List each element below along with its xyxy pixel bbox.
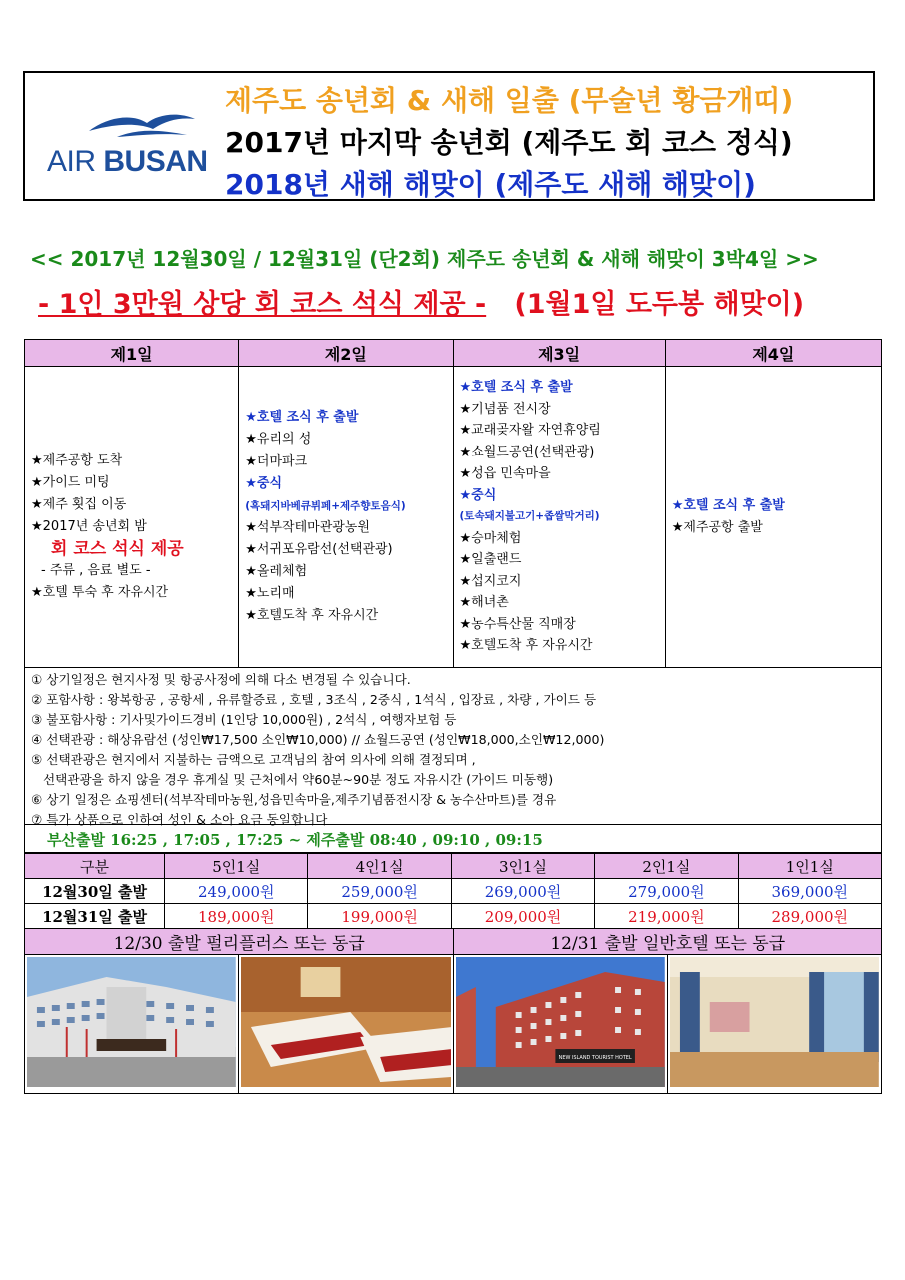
note-item: ④ 선택관광 : 해상유람선 (성인₩17,500 소인₩10,000) // 쇼월드공연 (성인₩18,000,소인₩12,000) [31,732,605,747]
logo-text: AIR BUSAN [47,145,208,178]
header-line-1: 제주도 송년회 & 새해 일출 (무술년 황금개띠) [225,84,794,117]
day3-item: ★해녀촌 [459,595,509,611]
price-cell: 369,000원 [738,879,881,904]
price-row-label: 12월31일 출발 [25,904,165,929]
price-cell: 199,000원 [308,904,451,929]
header-line-3: 2018년 새해 해맞이 (제주도 새해 해맞이) [225,168,756,201]
day2-item: ★호텔 조식 후 출발 [245,410,359,425]
note-item: ② 포함사항 : 왕복항공 , 공항세 , 유류할증료 , 호텔 , 3조식 , 2중식 , 1석식 , 입장료 , 차량 , 가이드 등 [31,692,597,707]
note-item: ③ 불포함사항 : 기사및가이드경비 (1인당 10,000원) , 2석식 , 여행자보험 등 [31,712,457,727]
price-cell: 269,000원 [451,879,594,904]
day1-note: - 주류 , 음료 별도 - [41,563,151,578]
price-header: 4인1실 [308,854,451,879]
day2-lunch-detail: (흑돼지바베큐뷔페+제주향토음식) [245,500,406,512]
day3-lunch-detail: (토속돼지불고기+좁쌀막거리) [459,510,600,523]
price-cell: 259,000원 [308,879,451,904]
day1-cell [25,367,239,668]
header-box [23,71,875,201]
air-busan-logo [47,109,207,179]
schedule-table [24,339,882,853]
dinner-offer: - 1인 3만원 상당 회 코스 석식 제공 - [38,289,487,320]
day2-item: ★올레체험 [245,564,308,579]
day1-item: ★가이드 미팅 [31,475,110,490]
price-cell: 219,000원 [595,904,738,929]
day2-item: ★호텔도착 후 자유시간 [245,608,379,623]
hotel-photo-exterior-1 [25,955,239,1094]
day-header-1: 제1일 [25,340,239,367]
price-header: 2인1실 [595,854,738,879]
tour-highlight [38,282,804,321]
day1-item: ★2017년 송년회 밤 [31,519,147,534]
day-header-4: 제4일 [665,340,881,367]
note-item: ⑦ 특가 상품으로 인하여 성인 & 소아 요금 동일합니다 [31,812,328,827]
day4-item: ★호텔 조식 후 출발 [671,498,785,513]
day1-item: ★제주공항 도착 [31,453,123,468]
price-cell: 249,000원 [165,879,308,904]
price-row-label: 12월30일 출발 [25,879,165,904]
price-header: 3인1실 [451,854,594,879]
day-header-2: 제2일 [239,340,453,367]
note-item: ⑥ 상기 일정은 쇼핑센터(석부작테마농원,성읍민속마을,제주기념품전시장 & 농수산마트)를 경유 [31,792,557,807]
day1-highlight: 회 코스 석식 제공 [51,539,184,559]
day2-item: ★노리매 [245,586,295,601]
price-table [24,824,882,929]
price-cell: 289,000원 [738,904,881,929]
bird-icon [87,109,197,143]
day2-item: ★서귀포유람선(선택관광) [245,542,393,557]
price-header: 구분 [25,854,165,879]
day4-cell [665,367,881,668]
hotel-photo-exterior-2 [454,955,668,1094]
hotel-sign: NEW ISLAND TOURIST HOTEL [559,1054,633,1062]
note-item: 선택관광을 하지 않을 경우 휴게실 및 근처에서 약60분~90분 정도 자유시간 (가이드 미동행) [31,772,554,787]
price-header: 5인1실 [165,854,308,879]
day2-item: ★유리의 성 [245,432,312,447]
day1-item: ★호텔 투숙 후 자유시간 [31,585,169,600]
hotel-label-left: 12/30 출발 펄리플러스 또는 동급 [25,929,454,955]
day2-item: ★석부작테마관광농원 [245,520,370,535]
day3-item: ★농수특산물 직매장 [459,616,576,632]
day4-item: ★제주공항 출발 [671,520,763,535]
hotel-label-right: 12/31 출발 일반호텔 또는 동급 [454,929,882,955]
day1-item: ★제주 횟집 이동 [31,497,127,512]
flight-times: 부산출발 16:25 , 17:05 , 17:25 ~ 제주출발 08:40 , 09:10 , 09:15 [25,825,882,854]
note-item: ⑤ 선택관광은 현지에서 지불하는 금액으로 고객님의 참여 의사에 의해 결정되며 , [31,752,476,767]
price-cell: 279,000원 [595,879,738,904]
day3-item: ★일출랜드 [459,552,522,568]
day3-item: ★쇼월드공연(선택관광) [459,444,595,460]
hotel-photo-room-1 [238,955,454,1094]
tour-subtitle: << 2017년 12월30일 / 12월31일 (단2회) 제주도 송년회 & 새해 해맞이 3박4일 >> [30,247,819,271]
price-cell: 209,000원 [451,904,594,929]
day3-item: ★교래곶자왈 자연휴양림 [459,423,601,439]
day-header-3: 제3일 [453,340,665,367]
day3-item: ★호텔 조식 후 출발 [459,380,573,396]
hotel-photo-room-2 [668,955,882,1094]
day2-item: ★더마파크 [245,454,308,469]
day2-lunch: ★중식 [245,476,283,491]
price-header: 1인1실 [738,854,881,879]
sunrise-note: (1월1일 도두봉 해맞이) [514,289,805,320]
day3-cell [453,367,665,668]
price-cell: 189,000원 [165,904,308,929]
day2-cell [239,367,453,668]
day3-item: ★섭지코지 [459,573,522,589]
day3-item: ★호텔도착 후 자유시간 [459,638,593,654]
day3-item: ★기념품 전시장 [459,401,551,417]
hotel-table [24,928,882,1094]
header-line-2: 2017년 마지막 송년회 (제주도 회 코스 정식) [225,126,793,159]
note-item: ① 상기일정은 현지사정 및 항공사정에 의해 다소 변경될 수 있습니다. [31,672,411,687]
day3-item: ★승마체험 [459,530,522,546]
day3-item: ★성읍 민속마을 [459,466,551,482]
day3-lunch: ★중식 [459,487,497,503]
